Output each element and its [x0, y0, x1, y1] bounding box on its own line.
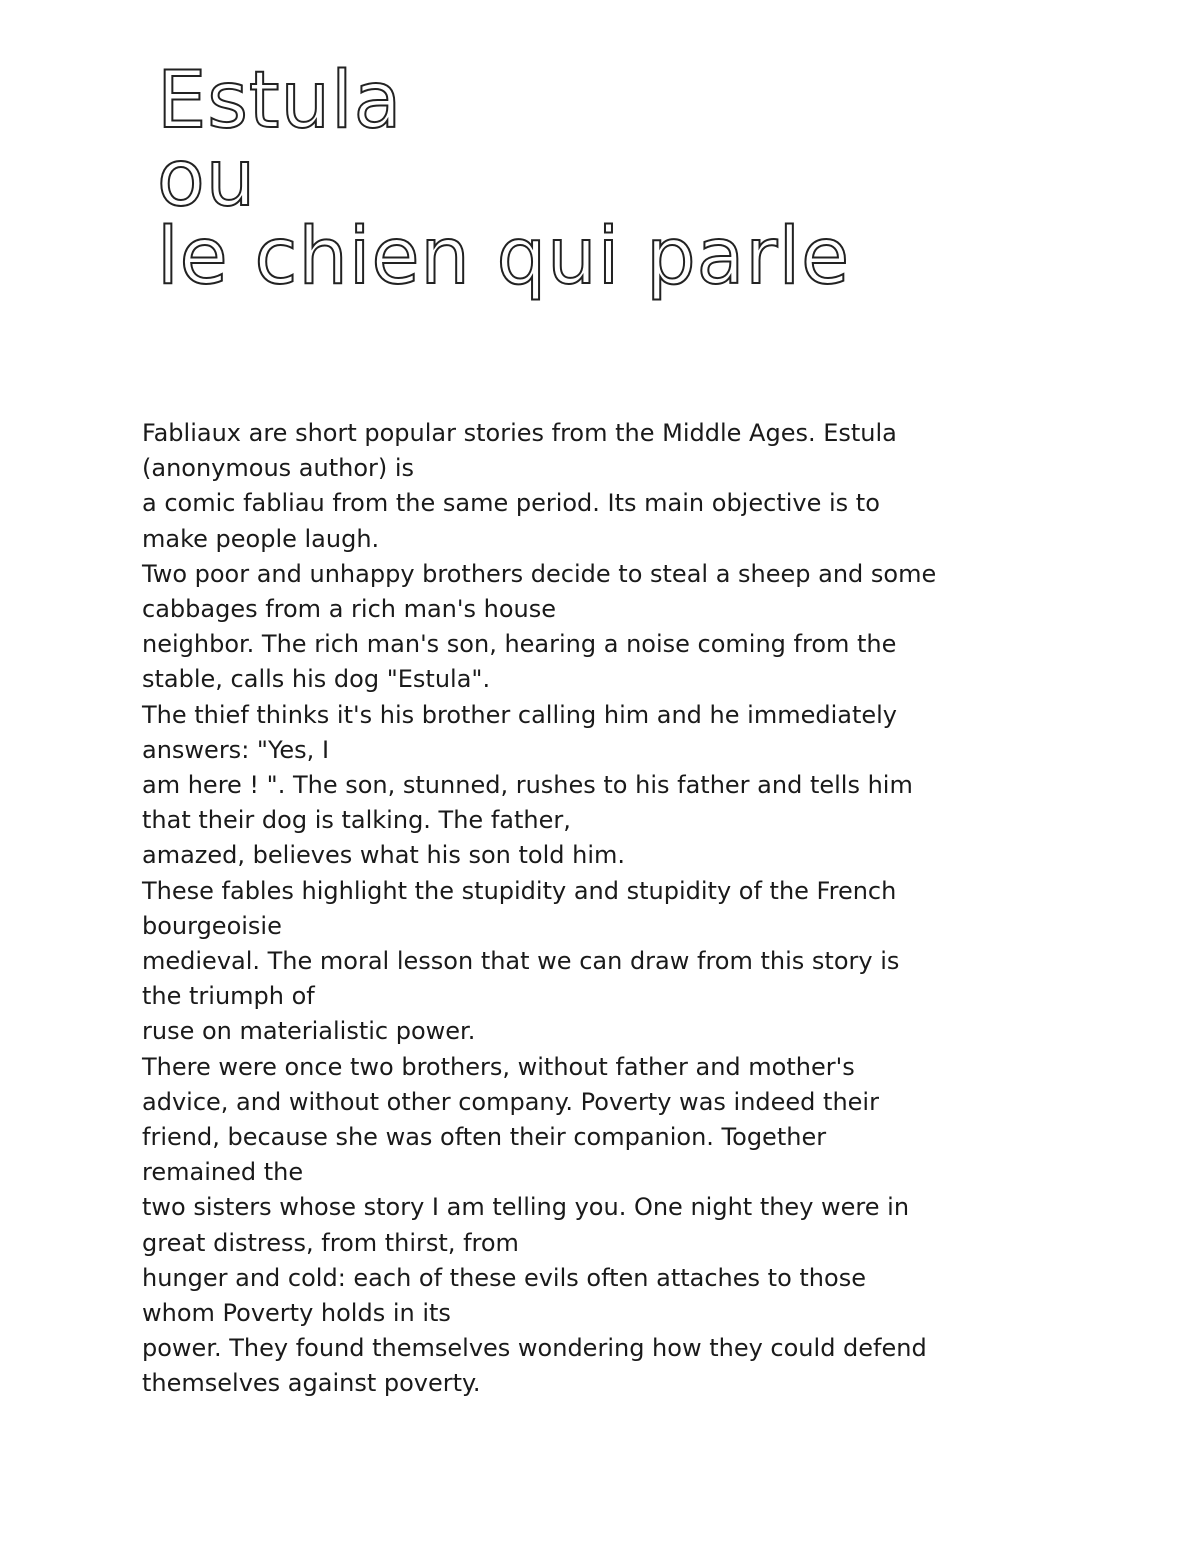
body-line: two sisters whose story I am telling you. One night they were in — [142, 1193, 910, 1222]
body-line: stable, calls his dog "Estula". — [142, 665, 491, 694]
body-line: answers: "Yes, I — [142, 735, 330, 764]
body-line: am here ! ". The son, stunned, rushes to his father and tells him — [142, 771, 913, 800]
body-line: themselves against poverty. — [142, 1369, 481, 1398]
body-line: These fables highlight the stupidity and stupidity of the French — [142, 876, 897, 905]
body-line: There were once two brothers, without father and mother's — [142, 1052, 855, 1081]
body-line: ruse on materialistic power. — [142, 1017, 476, 1046]
body-line: neighbor. The rich man's son, hearing a noise coming from the — [142, 630, 897, 659]
title-line: ou — [157, 134, 257, 224]
body-line: power. They found themselves wondering how they could defend — [142, 1334, 927, 1363]
body-line: cabbages from a rich man's house — [142, 595, 556, 624]
body-line: whom Poverty holds in its — [142, 1299, 451, 1328]
body-line: make people laugh. — [142, 524, 380, 553]
document-body — [142, 416, 1072, 1402]
body-line: hunger and cold: each of these evils often attaches to those — [142, 1263, 866, 1292]
body-line: The thief thinks it's his brother calling him and he immediately — [142, 700, 897, 729]
body-line: the triumph of — [142, 982, 315, 1011]
body-line: that their dog is talking. The father, — [142, 806, 571, 835]
body-line: remained the — [142, 1158, 304, 1187]
body-line: amazed, believes what his son told him. — [142, 841, 625, 870]
body-line: bourgeoisie — [142, 911, 282, 940]
body-line: great distress, from thirst, from — [142, 1228, 519, 1257]
body-line: Two poor and unhappy brothers decide to steal a sheep and some — [142, 559, 937, 588]
title-line: le chien qui parle — [157, 212, 851, 302]
body-line: medieval. The moral lesson that we can draw from this story is — [142, 947, 900, 976]
title-line: Estula — [157, 56, 403, 146]
body-line: friend, because she was often their companion. Together — [142, 1123, 827, 1152]
body-line: a comic fabliau from the same period. Its main objective is to — [142, 489, 880, 518]
body-line: advice, and without other company. Poverty was indeed their — [142, 1087, 879, 1116]
document-title — [157, 56, 1057, 302]
body-line: (anonymous author) is — [142, 454, 415, 483]
body-line: Fabliaux are short popular stories from the Middle Ages. Estula — [142, 419, 897, 447]
